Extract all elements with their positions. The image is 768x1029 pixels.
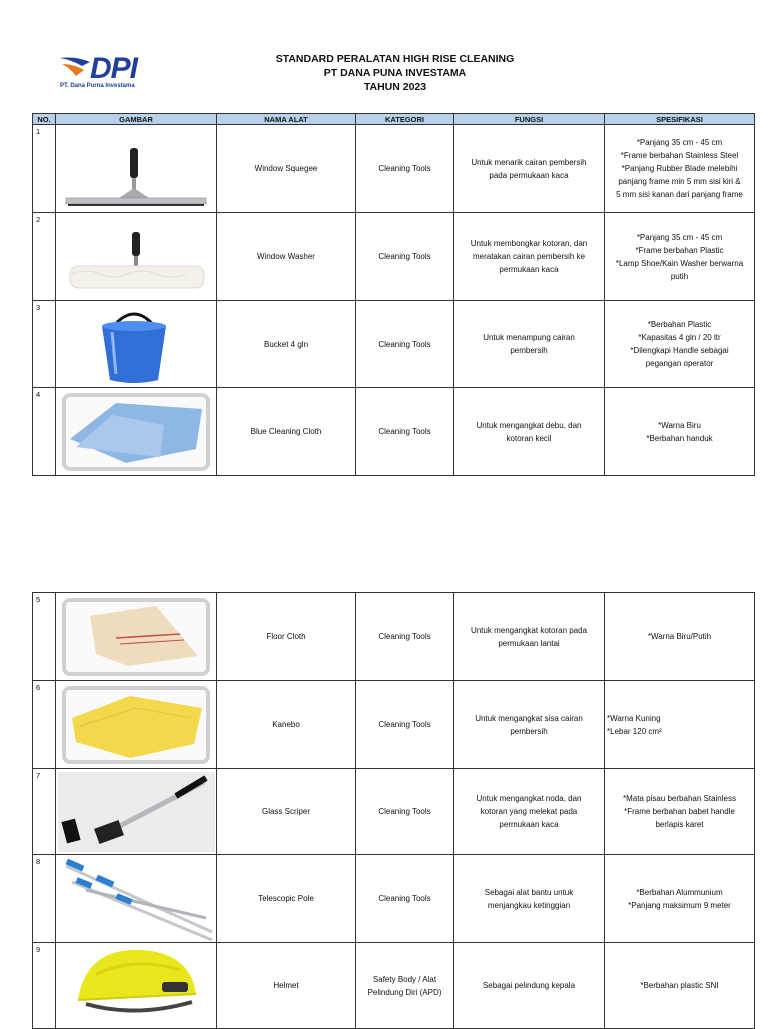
- item-specification: *Panjang 35 cm - 45 cm *Frame berbahan Plastic *Lamp Shoe/Kain Washer berwarna putih: [605, 213, 755, 301]
- item-name: Helmet: [217, 943, 356, 1029]
- item-category: Cleaning Tools: [356, 769, 454, 855]
- row-number: 5: [33, 593, 56, 681]
- item-category: Cleaning Tools: [356, 125, 454, 213]
- row-number: 3: [33, 301, 56, 388]
- row-number: 1: [33, 125, 56, 213]
- item-function: Untuk mengangkat sisa cairan pembersih: [454, 681, 605, 769]
- row-number: 6: [33, 681, 56, 769]
- item-category: Safety Body / Alat Pelindung Diri (APD): [356, 943, 454, 1029]
- item-name: Telescopic Pole: [217, 855, 356, 943]
- company-logo: [58, 50, 168, 94]
- glass-scraper-image: [56, 769, 217, 855]
- item-specification: *Panjang 35 cm - 45 cm *Frame berbahan Stainless Steel *Panjang Rubber Blade melebihi panjang frame min 5 mm sisi kiri & 5 mm sisi kanan dari panjang frame: [605, 125, 755, 213]
- item-name: Glass Scriper: [217, 769, 356, 855]
- table-row: [33, 681, 755, 769]
- item-name: Blue Cleaning Cloth: [217, 388, 356, 476]
- item-function: Untuk menampung cairan pembersih: [454, 301, 605, 388]
- item-function: Sebagai pelindung kepala: [454, 943, 605, 1029]
- table-row: [33, 388, 755, 476]
- column-header-no: NO.: [33, 114, 56, 125]
- item-function: Untuk mengangkat debu, dan kotoran kecil: [454, 388, 605, 476]
- item-category: Cleaning Tools: [356, 681, 454, 769]
- logo-text: DPI: [90, 52, 138, 85]
- item-function: Untuk menarik cairan pembersih pada permukaan kaca: [454, 125, 605, 213]
- item-function: Untuk membongkar kotoran, dan meratakan cairan pembersih ke permukaan kaca: [454, 213, 605, 301]
- item-specification: *Berbahan Alummunium *Panjang maksimum 9 meter: [605, 855, 755, 943]
- row-number: 9: [33, 943, 56, 1029]
- column-header-fungsi: FUNGSI: [454, 114, 605, 125]
- table-row: [33, 213, 755, 301]
- item-specification: *Mata pisau berbahan Stainless *Frame berbahan babet handle berlapis karet: [605, 769, 755, 855]
- column-header-gambar: GAMBAR: [56, 114, 217, 125]
- item-function: Sebagai alat bantu untuk menjangkau ketinggian: [454, 855, 605, 943]
- document-title: [230, 52, 560, 94]
- window-squeegee-image: [56, 125, 217, 213]
- floor-cloth-image: [56, 593, 217, 681]
- table-row: [33, 943, 755, 1029]
- item-name: Floor Cloth: [217, 593, 356, 681]
- item-category: Cleaning Tools: [356, 213, 454, 301]
- item-specification: *Berbahan plastic SNI: [605, 943, 755, 1029]
- item-category: Cleaning Tools: [356, 388, 454, 476]
- item-category: Cleaning Tools: [356, 301, 454, 388]
- item-function: Untuk mengangkat kotoran pada permukaan lantai: [454, 593, 605, 681]
- blue-cloth-image: [56, 388, 217, 476]
- logo-swoosh-icon: [58, 54, 92, 84]
- window-washer-image: [56, 213, 217, 301]
- item-category: Cleaning Tools: [356, 593, 454, 681]
- telescopic-pole-image: [56, 855, 217, 943]
- table-row: [33, 301, 755, 388]
- title-line-1: STANDARD PERALATAN HIGH RISE CLEANING: [275, 53, 515, 65]
- title-line-3: TAHUN 2023: [363, 81, 427, 93]
- row-number: 2: [33, 213, 56, 301]
- equipment-table-2: [32, 592, 755, 1029]
- logo-subtitle: PT. Dana Purna Investama: [60, 83, 135, 89]
- row-number: 8: [33, 855, 56, 943]
- item-name: Kanebo: [217, 681, 356, 769]
- row-number: 4: [33, 388, 56, 476]
- item-name: Window Washer: [217, 213, 356, 301]
- table-row: [33, 593, 755, 681]
- table-row: [33, 855, 755, 943]
- column-header-kategori: KATEGORI: [356, 114, 454, 125]
- column-header-nama-alat: NAMA ALAT: [217, 114, 356, 125]
- item-specification: *Warna Kuning *Lebar 120 cm²: [605, 681, 755, 769]
- item-specification: *Warna Biru/Putih: [605, 593, 755, 681]
- item-name: Window Squegee: [217, 125, 356, 213]
- item-specification: *Warna Biru *Berbahan handuk: [605, 388, 755, 476]
- table-header-row: [33, 114, 755, 125]
- bucket-image: [56, 301, 217, 388]
- item-name: Bucket 4 gln: [217, 301, 356, 388]
- item-specification: *Berbahan Plastic *Kapasitas 4 gln / 20 ltr *Dilengkapi Handle sebagai pegangan operator: [605, 301, 755, 388]
- kanebo-image: [56, 681, 217, 769]
- table-row: [33, 769, 755, 855]
- table-row: [33, 125, 755, 213]
- item-category: Cleaning Tools: [356, 855, 454, 943]
- equipment-table-1: [32, 113, 755, 476]
- column-header-spesifikasi: SPESIFIKASI: [605, 114, 755, 125]
- item-function: Untuk mengangkat noda, dan kotoran yang melekat pada permukaan kaca: [454, 769, 605, 855]
- title-line-2: PT DANA PUNA INVESTAMA: [323, 67, 467, 79]
- helmet-image: [56, 943, 217, 1029]
- row-number: 7: [33, 769, 56, 855]
